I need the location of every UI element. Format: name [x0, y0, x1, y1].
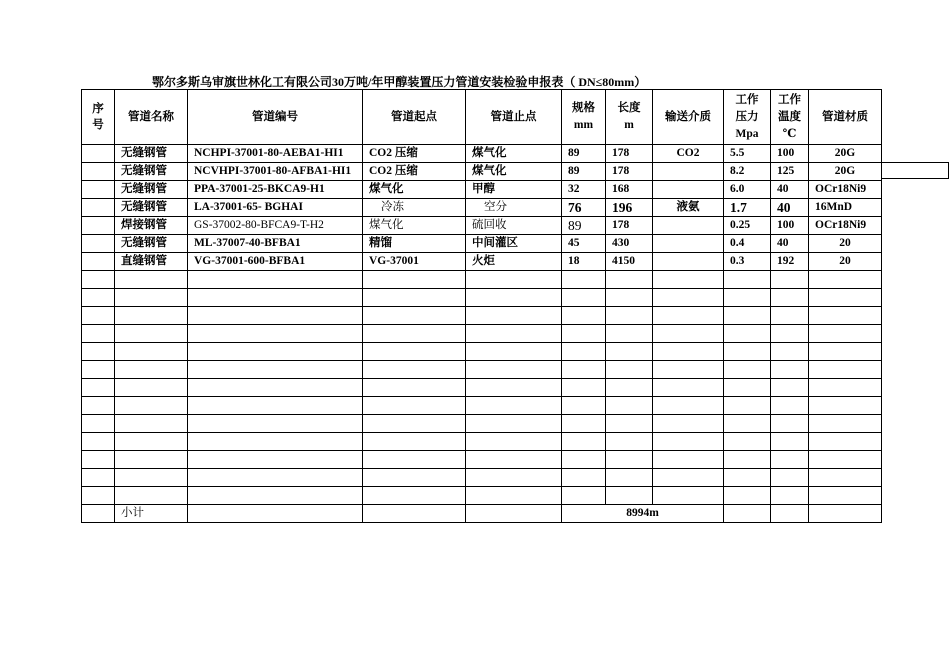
empty-cell [653, 325, 724, 343]
empty-cell [771, 307, 809, 325]
empty-cell [562, 415, 606, 433]
empty-cell [562, 325, 606, 343]
empty-cell [82, 379, 115, 397]
empty-cell [115, 379, 188, 397]
empty-row [82, 379, 882, 397]
cell-length: 178 [606, 217, 653, 235]
header-spec [562, 90, 606, 145]
cell-seq [82, 217, 115, 235]
empty-cell [724, 469, 771, 487]
empty-cell [115, 415, 188, 433]
cell-medium [653, 181, 724, 199]
empty-cell [653, 487, 724, 505]
empty-cell [188, 325, 363, 343]
empty-cell [82, 415, 115, 433]
subtotal-code [188, 505, 363, 523]
cell-end: 火炬 [466, 253, 562, 271]
empty-cell [466, 487, 562, 505]
empty-rows [82, 271, 882, 505]
empty-cell [466, 343, 562, 361]
empty-row [82, 343, 882, 361]
empty-cell [363, 415, 466, 433]
cell-material: 20G [809, 145, 882, 163]
subtotal-total-length: 8994m [562, 505, 724, 523]
empty-row [82, 397, 882, 415]
empty-cell [115, 343, 188, 361]
empty-cell [188, 415, 363, 433]
table-row [82, 253, 882, 271]
header-length [606, 90, 653, 145]
empty-cell [562, 289, 606, 307]
table-row [82, 163, 882, 181]
cell-code: VG-37001-600-BFBA1 [188, 253, 363, 271]
empty-row [82, 487, 882, 505]
empty-cell [653, 469, 724, 487]
empty-cell [115, 487, 188, 505]
cell-seq [82, 199, 115, 217]
empty-cell [724, 343, 771, 361]
cell-name: 无缝钢管 [115, 145, 188, 163]
empty-cell [82, 469, 115, 487]
empty-cell [115, 289, 188, 307]
empty-cell [363, 307, 466, 325]
empty-cell [606, 271, 653, 289]
cell-seq [82, 145, 115, 163]
empty-cell [771, 271, 809, 289]
form-title: 鄂尔多斯乌审旗世林化工有限公司30万吨/年甲醇装置压力管道安装检验申报表（ DN≤80mm） [152, 75, 647, 89]
header-temp-line1: 工作 [778, 93, 801, 106]
empty-cell [771, 397, 809, 415]
empty-row [82, 325, 882, 343]
header-length-line1: 长度 [617, 102, 641, 114]
empty-cell [115, 307, 188, 325]
empty-cell [771, 415, 809, 433]
empty-cell [653, 361, 724, 379]
empty-cell [606, 487, 653, 505]
empty-cell [809, 433, 882, 451]
empty-cell [562, 397, 606, 415]
cell-medium [653, 163, 724, 181]
cell-end: 煤气化 [466, 145, 562, 163]
empty-cell [653, 289, 724, 307]
header-pressure [724, 90, 771, 145]
empty-cell [771, 487, 809, 505]
empty-cell [771, 325, 809, 343]
cell-pressure: 6.0 [724, 181, 771, 199]
table-row [82, 199, 882, 217]
cell-spec: 45 [562, 235, 606, 253]
empty-cell [809, 343, 882, 361]
empty-cell [724, 451, 771, 469]
empty-cell [562, 379, 606, 397]
cell-end: 中间灌区 [466, 235, 562, 253]
cell-end: 甲醇 [466, 181, 562, 199]
empty-cell [82, 271, 115, 289]
empty-cell [653, 397, 724, 415]
cell-start: 煤气化 [363, 181, 466, 199]
empty-cell [115, 469, 188, 487]
cell-start: 煤气化 [363, 217, 466, 235]
cell-spec: 89 [562, 145, 606, 163]
empty-cell [82, 343, 115, 361]
cell-name: 无缝钢管 [115, 181, 188, 199]
cell-spec: 32 [562, 181, 606, 199]
empty-cell [724, 289, 771, 307]
cell-code: PPA-37001-25-BKCA9-H1 [188, 181, 363, 199]
empty-cell [363, 361, 466, 379]
cell-code: GS-37002-80-BFCA9-T-H2 [188, 217, 363, 235]
empty-cell [606, 379, 653, 397]
empty-cell [188, 271, 363, 289]
empty-cell [188, 307, 363, 325]
cell-pressure: 0.4 [724, 235, 771, 253]
empty-cell [466, 289, 562, 307]
empty-cell [771, 289, 809, 307]
subtotal-end [466, 505, 562, 523]
empty-cell [724, 415, 771, 433]
empty-cell [724, 325, 771, 343]
empty-cell [562, 343, 606, 361]
empty-cell [466, 271, 562, 289]
empty-cell [809, 289, 882, 307]
empty-cell [363, 271, 466, 289]
empty-cell [466, 469, 562, 487]
empty-cell [724, 361, 771, 379]
subtotal-row [82, 505, 882, 523]
header-temp [771, 90, 809, 145]
header-material: 管道材质 [809, 90, 882, 145]
cell-length: 168 [606, 181, 653, 199]
empty-cell [771, 451, 809, 469]
header-length-line2: m [624, 119, 634, 131]
empty-cell [466, 451, 562, 469]
empty-cell [363, 325, 466, 343]
empty-row [82, 469, 882, 487]
empty-cell [771, 379, 809, 397]
empty-cell [363, 343, 466, 361]
empty-cell [363, 379, 466, 397]
cell-temp: 40 [771, 199, 809, 217]
cell-medium: 液氨 [653, 199, 724, 217]
empty-cell [809, 307, 882, 325]
cell-spec: 18 [562, 253, 606, 271]
empty-row [82, 307, 882, 325]
cell-length: 178 [606, 145, 653, 163]
header-spec-line2: mm [573, 119, 594, 131]
empty-cell [363, 451, 466, 469]
cell-temp: 40 [771, 235, 809, 253]
table-row [82, 145, 882, 163]
cell-material: OCr18Ni9 [809, 217, 882, 235]
cell-name: 无缝钢管 [115, 199, 188, 217]
empty-cell [562, 433, 606, 451]
empty-cell [82, 307, 115, 325]
empty-cell [562, 271, 606, 289]
empty-cell [466, 415, 562, 433]
empty-cell [809, 469, 882, 487]
empty-row [82, 361, 882, 379]
table-row [82, 217, 882, 235]
cell-length: 4150 [606, 253, 653, 271]
cell-name: 无缝钢管 [115, 235, 188, 253]
empty-cell [562, 487, 606, 505]
cell-pressure: 0.25 [724, 217, 771, 235]
header-pressure-line1: 工作 [735, 93, 759, 106]
empty-cell [82, 361, 115, 379]
cell-material: 16MnD [809, 199, 882, 217]
empty-cell [724, 307, 771, 325]
empty-cell [724, 271, 771, 289]
empty-cell [466, 325, 562, 343]
empty-cell [606, 307, 653, 325]
cell-end: 空分 [466, 199, 562, 217]
empty-cell [363, 289, 466, 307]
cell-temp: 40 [771, 181, 809, 199]
cell-code: NCVHPI-37001-80-AFBA1-HI1 [188, 163, 363, 181]
cell-length: 196 [606, 199, 653, 217]
cell-seq [82, 253, 115, 271]
empty-cell [363, 469, 466, 487]
empty-cell [653, 307, 724, 325]
empty-cell [188, 379, 363, 397]
empty-cell [724, 487, 771, 505]
cell-length: 430 [606, 235, 653, 253]
empty-row [82, 271, 882, 289]
cell-spec: 89 [562, 217, 606, 235]
empty-cell [606, 433, 653, 451]
empty-cell [82, 433, 115, 451]
cell-pressure: 5.5 [724, 145, 771, 163]
empty-cell [82, 325, 115, 343]
empty-row [82, 433, 882, 451]
empty-cell [809, 325, 882, 343]
cell-name: 直缝钢管 [115, 253, 188, 271]
header-seq-label: 序号 [92, 103, 104, 131]
cell-end: 煤气化 [466, 163, 562, 181]
cell-end: 硫回收 [466, 217, 562, 235]
cell-seq [82, 163, 115, 181]
cell-medium [653, 217, 724, 235]
empty-cell [115, 361, 188, 379]
empty-cell [188, 361, 363, 379]
empty-cell [809, 487, 882, 505]
empty-cell [771, 361, 809, 379]
header-seq [82, 90, 115, 145]
cell-material: 20 [809, 235, 882, 253]
empty-cell [82, 289, 115, 307]
empty-cell [466, 379, 562, 397]
cell-pressure: 1.7 [724, 199, 771, 217]
cell-code: NCHPI-37001-80-AEBA1-HI1 [188, 145, 363, 163]
empty-cell [653, 433, 724, 451]
cell-seq [82, 181, 115, 199]
empty-cell [724, 433, 771, 451]
cell-start: VG-37001 [363, 253, 466, 271]
cell-start: CO2 压缩 [363, 163, 466, 181]
subtotal-seq [82, 505, 115, 523]
header-pressure-line2: 压力 [735, 110, 759, 123]
empty-cell [724, 397, 771, 415]
empty-cell [809, 271, 882, 289]
empty-cell [809, 361, 882, 379]
empty-cell [188, 397, 363, 415]
empty-cell [809, 415, 882, 433]
empty-cell [82, 487, 115, 505]
cell-pressure: 0.3 [724, 253, 771, 271]
header-temp-line2: 温度 [778, 110, 801, 123]
empty-cell [188, 289, 363, 307]
table-row [82, 181, 882, 199]
cell-material: 20G [809, 163, 882, 181]
empty-cell [466, 307, 562, 325]
cell-start: 精馏 [363, 235, 466, 253]
empty-cell [115, 325, 188, 343]
empty-cell [115, 271, 188, 289]
cell-temp: 125 [771, 163, 809, 181]
empty-cell [188, 433, 363, 451]
empty-cell [653, 379, 724, 397]
cell-temp: 100 [771, 145, 809, 163]
header-name: 管道名称 [115, 90, 188, 145]
empty-cell [771, 433, 809, 451]
empty-cell [466, 397, 562, 415]
subtotal-label: 小计 [115, 505, 188, 523]
empty-cell [188, 343, 363, 361]
empty-cell [466, 433, 562, 451]
empty-row [82, 451, 882, 469]
empty-cell [606, 397, 653, 415]
empty-cell [771, 343, 809, 361]
header-spec-line1: 规格 [572, 102, 595, 114]
header-end: 管道止点 [466, 90, 562, 145]
empty-cell [188, 469, 363, 487]
empty-cell [363, 487, 466, 505]
header-code: 管道编号 [188, 90, 363, 145]
cell-temp: 100 [771, 217, 809, 235]
empty-row [82, 415, 882, 433]
empty-cell [809, 397, 882, 415]
empty-cell [188, 487, 363, 505]
empty-cell [653, 271, 724, 289]
empty-cell [562, 469, 606, 487]
header-pressure-line3: Mpa [735, 127, 759, 140]
empty-cell [562, 451, 606, 469]
empty-cell [809, 379, 882, 397]
cell-code: ML-37007-40-BFBA1 [188, 235, 363, 253]
table-row [82, 235, 882, 253]
cell-name: 无缝钢管 [115, 163, 188, 181]
empty-cell [809, 451, 882, 469]
empty-cell [606, 361, 653, 379]
cell-start: 冷冻 [363, 199, 466, 217]
header-temp-line3: ℃ [782, 127, 797, 140]
empty-cell [606, 325, 653, 343]
subtotal-pressure [724, 505, 771, 523]
empty-cell [606, 343, 653, 361]
empty-cell [115, 433, 188, 451]
empty-cell [115, 451, 188, 469]
empty-cell [653, 343, 724, 361]
cell-material: OCr18Ni9 [809, 181, 882, 199]
empty-cell [82, 451, 115, 469]
empty-cell [363, 397, 466, 415]
cell-medium [653, 235, 724, 253]
empty-cell [363, 433, 466, 451]
empty-cell [82, 397, 115, 415]
empty-cell [115, 397, 188, 415]
empty-cell [771, 469, 809, 487]
row-overflow-border [881, 162, 949, 179]
cell-medium [653, 253, 724, 271]
subtotal-material [809, 505, 882, 523]
cell-spec: 89 [562, 163, 606, 181]
empty-cell [606, 469, 653, 487]
empty-cell [653, 415, 724, 433]
empty-cell [188, 451, 363, 469]
cell-pressure: 8.2 [724, 163, 771, 181]
empty-cell [562, 361, 606, 379]
empty-cell [562, 307, 606, 325]
header-start: 管道起点 [363, 90, 466, 145]
empty-cell [606, 289, 653, 307]
cell-temp: 192 [771, 253, 809, 271]
cell-spec: 76 [562, 199, 606, 217]
empty-row [82, 289, 882, 307]
inspection-table [81, 89, 882, 523]
empty-cell [724, 379, 771, 397]
empty-cell [606, 415, 653, 433]
cell-length: 178 [606, 163, 653, 181]
empty-cell [466, 361, 562, 379]
cell-medium: CO2 [653, 145, 724, 163]
subtotal-temp [771, 505, 809, 523]
cell-material: 20 [809, 253, 882, 271]
cell-start: CO2 压缩 [363, 145, 466, 163]
subtotal-start [363, 505, 466, 523]
cell-seq [82, 235, 115, 253]
cell-code: LA-37001-65- BGHAI [188, 199, 363, 217]
header-medium: 输送介质 [653, 90, 724, 145]
empty-cell [653, 451, 724, 469]
empty-cell [606, 451, 653, 469]
cell-name: 焊接钢管 [115, 217, 188, 235]
header-row [82, 90, 882, 145]
